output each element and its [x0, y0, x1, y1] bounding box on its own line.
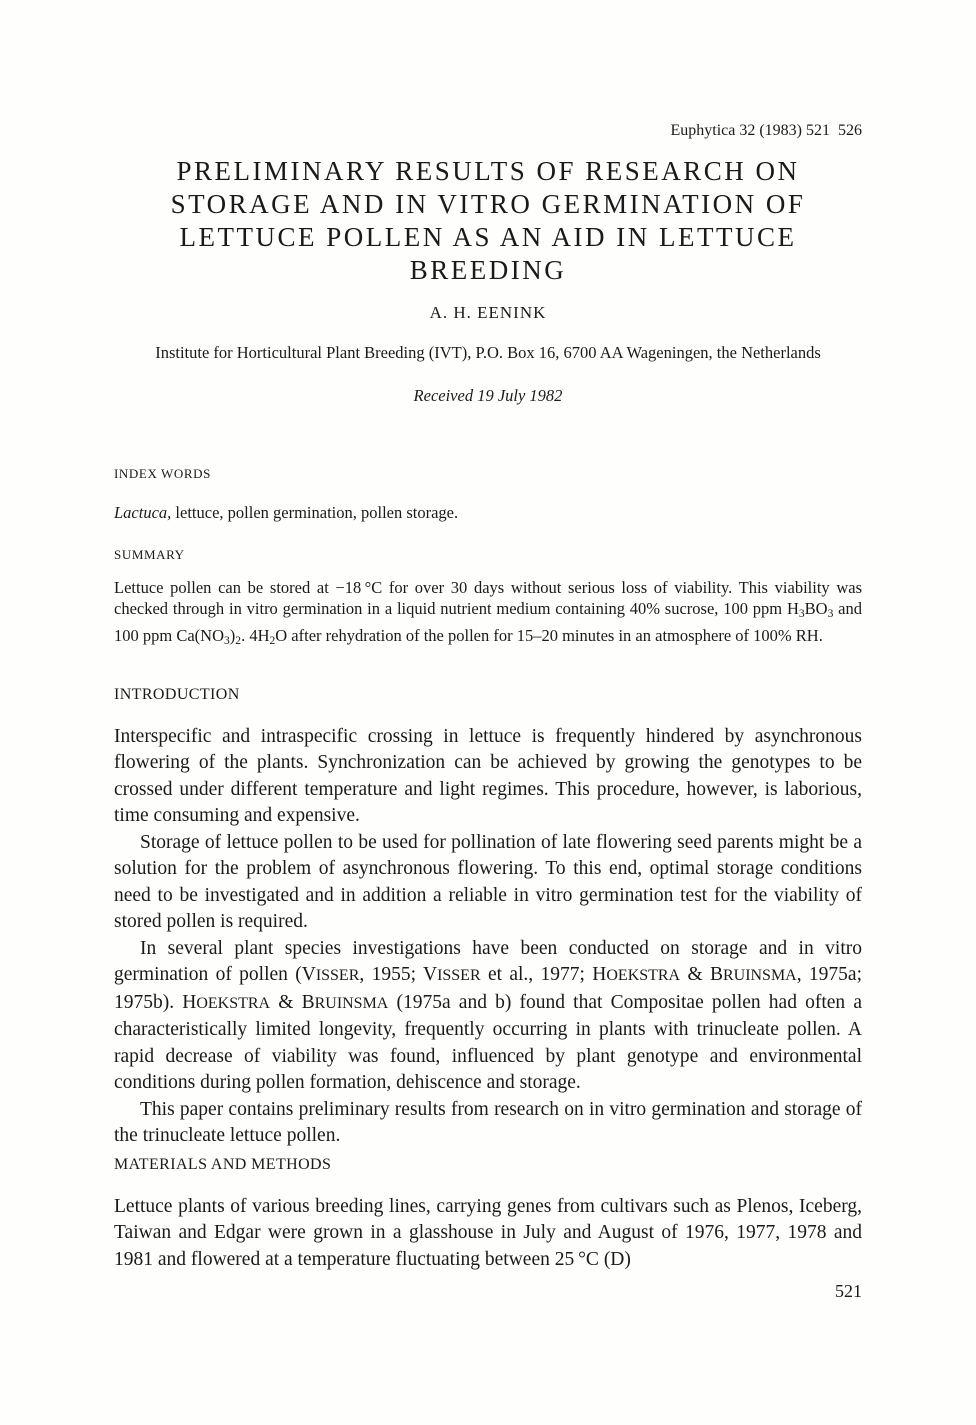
- paper-content: [114, 0, 862, 1302]
- introduction-heading: INTRODUCTION: [114, 685, 240, 703]
- paper-title-line-3: LETTUCE POLLEN AS AN AID IN LETTUCE: [179, 222, 797, 252]
- journal-reference: Euphytica 32 (1983) 521 526: [670, 122, 862, 139]
- author-name: A. H. EENINK: [429, 303, 547, 322]
- paper-title-line-1: PRELIMINARY RESULTS OF RESEARCH ON: [176, 156, 800, 186]
- summary-heading: SUMMARY: [114, 547, 185, 562]
- paper-title: [114, 155, 862, 287]
- paper-title-line-2: STORAGE AND IN VITRO GERMINATION OF: [170, 189, 806, 219]
- introduction-paragraph-1: Interspecific and intraspecific crossing in lettuce is frequently hindered by asynchronous flowering of the plants. Synchronization can be achieved by growing the genotypes to be crossed under different temperature and light regimes. This procedure, however, is laborious, time consuming and expensive.: [114, 725, 862, 827]
- introduction-paragraph-3: In several plant species investigations have been conducted on storage and in vitro germination of pollen (VISSER, 1955; VISSER et al., 1977; HOEKSTRA & BRUINSMA, 1975a; 1975b). HOEKSTRA & BRUINSMA (1975a and b) found that Compositae pollen had often a characteristically limited longevity, frequently occurring in plants with trinucleate pollen. A rapid decrease of viability was found, influenced by plant genotype and environmental conditions during pollen formation, dehiscence and storage.: [114, 937, 862, 1094]
- index-words-text: Lactuca, lettuce, pollen germination, pollen storage.: [114, 503, 459, 522]
- page-number: 521: [835, 1281, 862, 1302]
- introduction-paragraph-2: Storage of lettuce pollen to be used for pollination of late flowering seed parents might be a solution for the problem of asynchronous flowering. To this end, optimal storage conditions need to be investigated and in addition a reliable in vitro germination test for the viability of stored pollen is required.: [114, 831, 862, 933]
- paper-title-line-4: BREEDING: [409, 255, 567, 285]
- summary-text: Lettuce pollen can be stored at −18 °C for over 30 days without serious loss of viability. This viability was checked through in vitro germination in a liquid nutrient medium containing 40% sucrose, 100 ppm $H_3BO_3$ and 100 ppm $Ca(NO_3)_2$. $4H_2O$ after rehydration of the pollen for 15–20 minutes in an atmosphere of 100% RH.: [114, 578, 862, 647]
- index-words-heading: INDEX WORDS: [114, 466, 211, 481]
- materials-and-methods-heading: MATERIALS AND METHODS: [114, 1155, 332, 1173]
- materials-paragraph-1: Lettuce plants of various breeding lines, carrying genes from cultivars such as Plenos, Iceberg, Taiwan and Edgar were grown in a glasshouse in July and August of 1976, 1977, 1978 and 1981 and flowered at a temperature fluctuating between 25 °C (D): [114, 1195, 862, 1270]
- received-date: Received 19 July 1982: [413, 386, 563, 405]
- introduction-paragraph-4: This paper contains preliminary results from research on in vitro germination and storage of the trinucleate lettuce pollen.: [114, 1098, 862, 1147]
- author-affiliation: Institute for Horticultural Plant Breeding (IVT), P.O. Box 16, 6700 AA Wageningen, the Netherlands: [155, 343, 821, 362]
